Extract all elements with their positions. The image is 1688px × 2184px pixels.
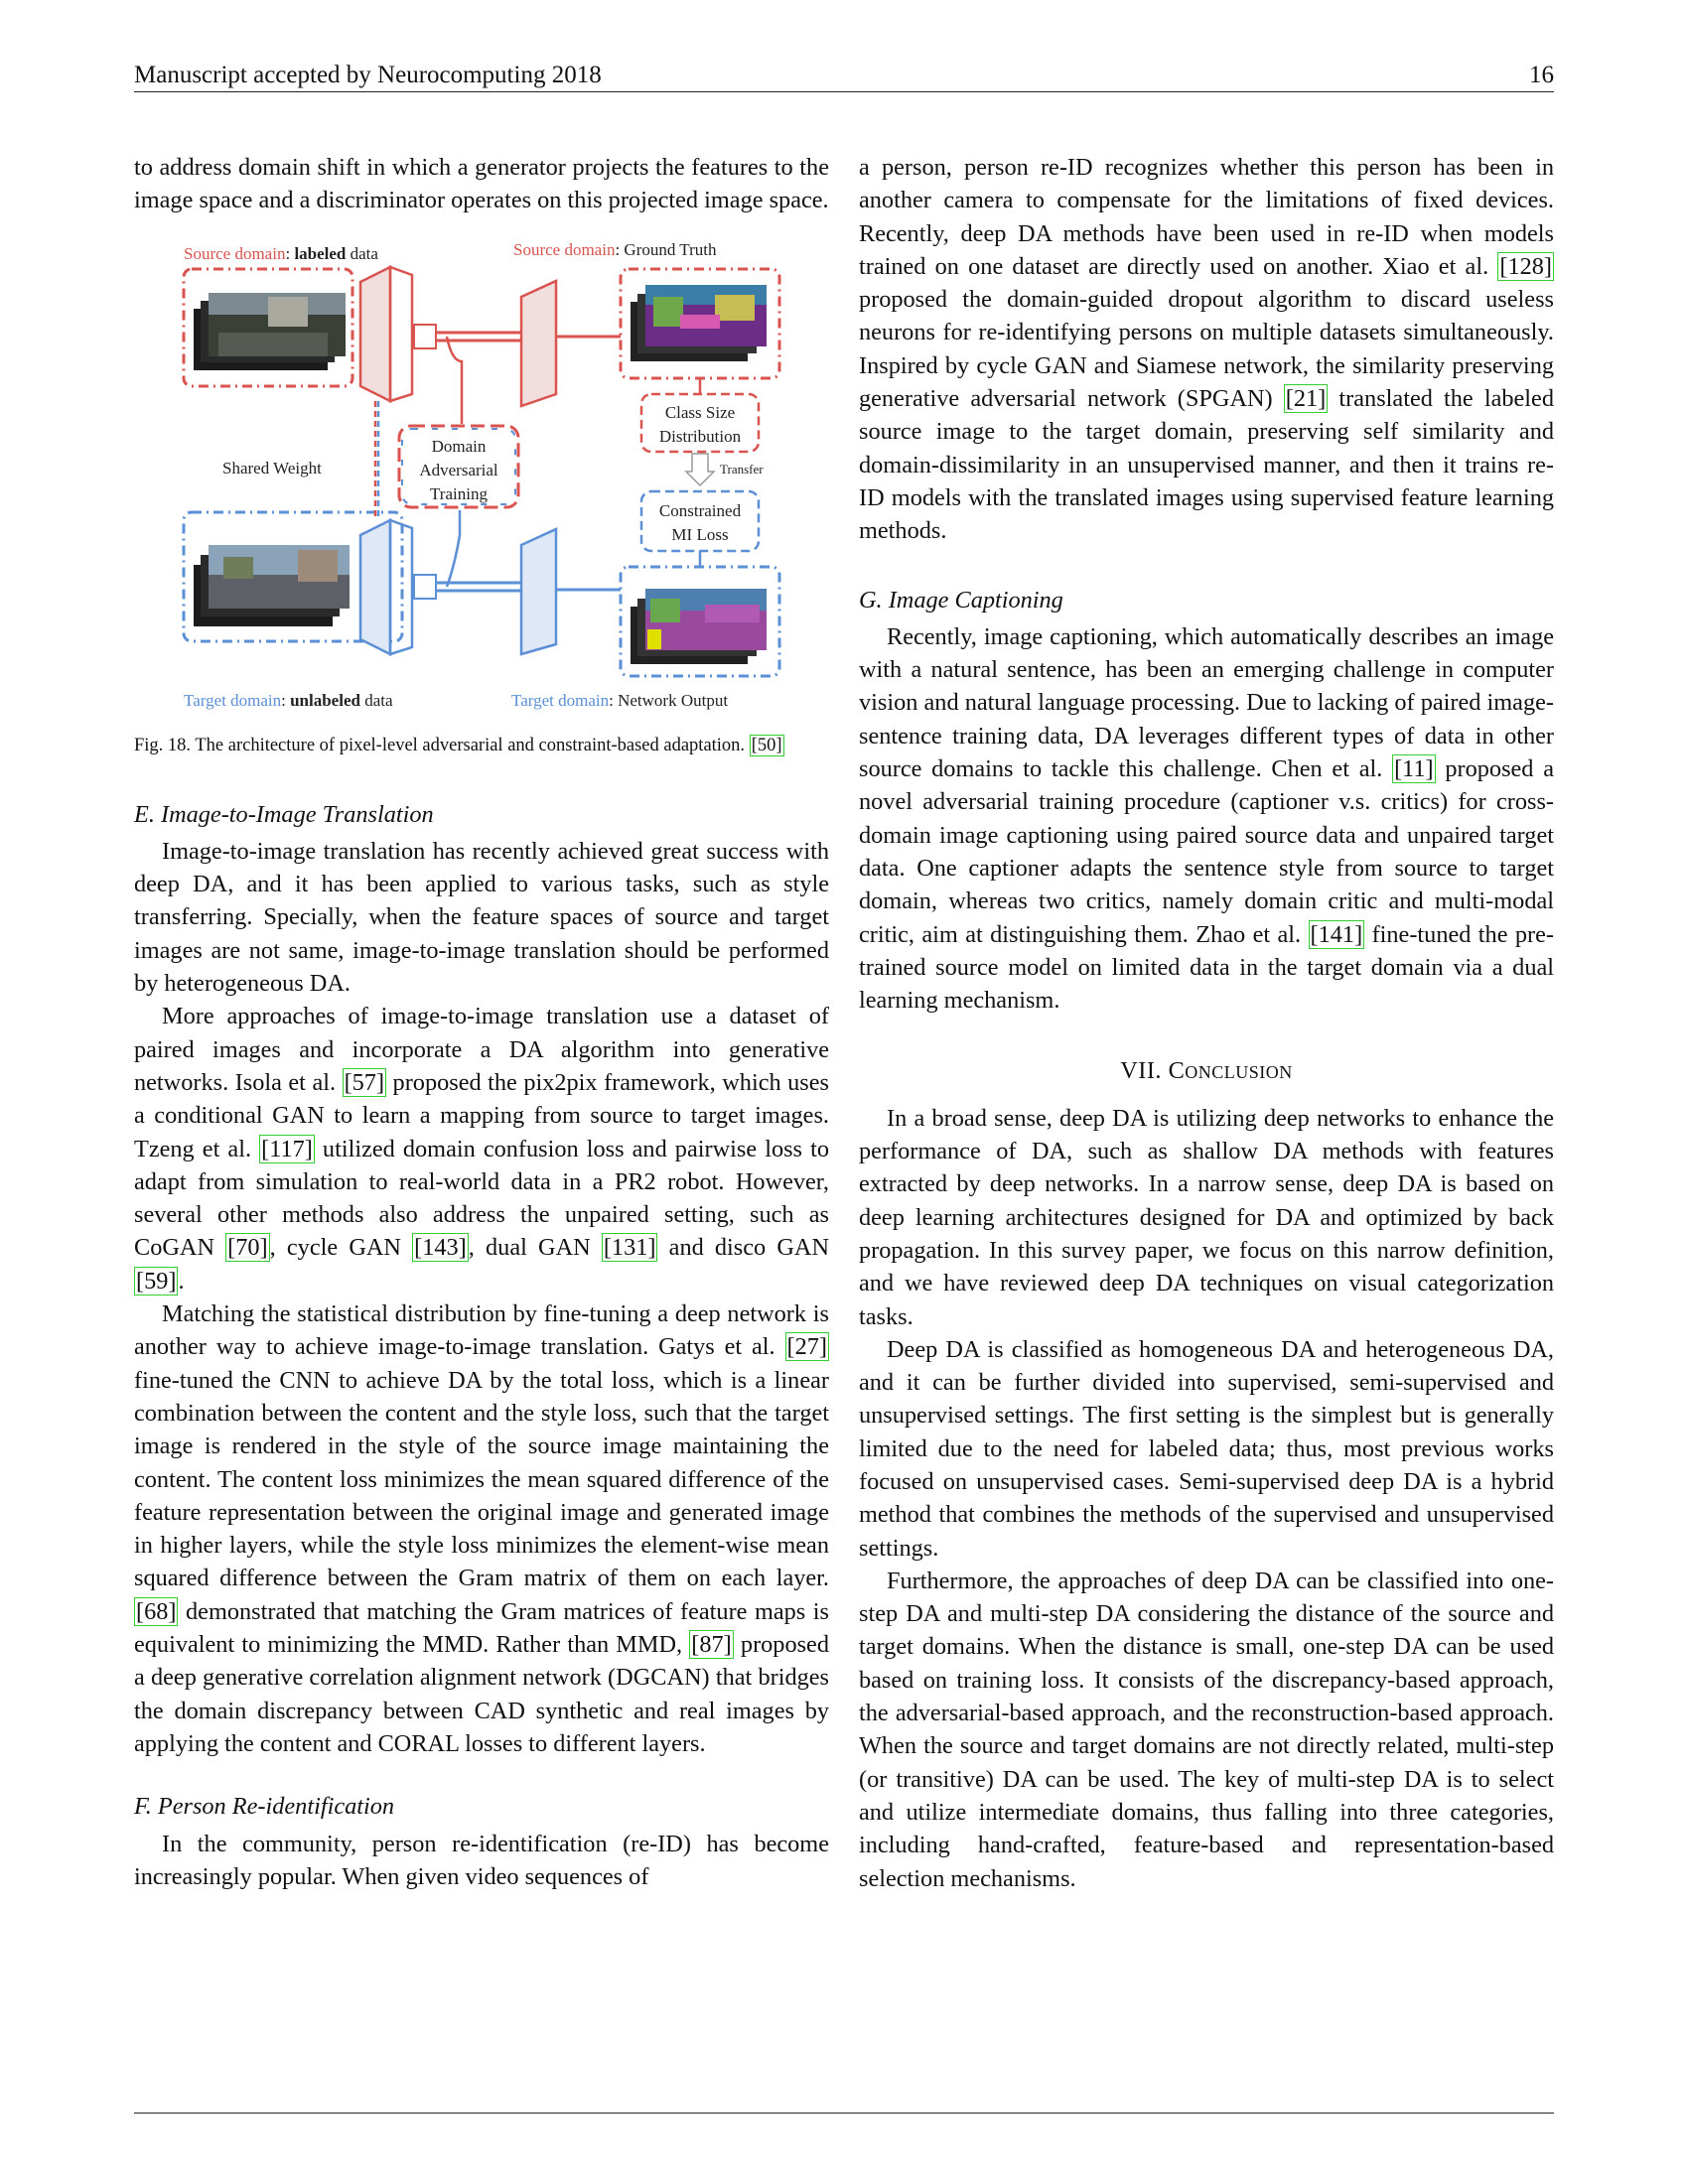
target-decoder <box>521 529 556 654</box>
header-rule <box>134 91 1554 92</box>
class-size-label-2: Distribution <box>658 426 742 446</box>
left-column <box>134 151 829 1893</box>
citation-link[interactable]: [27] <box>786 1333 827 1361</box>
target-output-caption: Target domain: Network Output <box>511 690 729 710</box>
section-heading-g: G. Image Captioning <box>859 586 1063 614</box>
intro-paragraph: to address domain shift in which a generator projects the features to the image space and a discriminator operates on this projected image space. <box>134 154 829 214</box>
paragraph-e2: More approaches of image-to-image translation use a dataset of paired images and incorporate a DA algorithm into generative networks. Isola et al. [57] proposed the pix2pix framework, which uses a conditional GAN to learn a mapping from source to target images. Tzeng et al. [117] utilized domain confusion loss and pairwise loss to adapt from simulation to real-world data in a PR2 robot. However, several other methods also address the unpaired setting, such as CoGAN [70], cycle GAN [143], dual GAN [131] and disco GAN [59]. <box>134 1003 830 1295</box>
citation-link[interactable]: [87] <box>691 1631 732 1659</box>
target-encoder <box>360 520 390 654</box>
header-journal: Manuscript accepted by Neurocomputing 2018 <box>134 62 602 88</box>
paragraph-f-continued: a person, person re-ID recognizes whether this person has been in another camera to compensate for the limitations of fixed devices. Recently, deep DA methods have been used in re-ID when models trained on one dataset are directly used on another. Xiao et al. [128] proposed the domain-guided dropout algorithm to discard useless neurons for re-identifying persons on multiple datasets simultaneously. Inspired by cycle GAN and Siamese network, the similarity preserving generative adversarial network (SPGAN) [21] translated the labeled source image to the target domain, preserving self similarity and domain-dissimilarity in an unsupervised manner, and then it trains re-ID models with the translated images using supervised feature learning methods. <box>859 154 1554 545</box>
transfer-label: Transfer <box>720 461 764 477</box>
domain-adversarial-label-1: Domain <box>431 436 487 456</box>
paragraph-e3: Matching the statistical distribution by fine-tuning a deep network is another way to achieve image-to-image translation. Gatys et al. [27] fine-tuned the CNN to achieve DA by the total loss, which is a linear combination between the content and the style loss, such that the target image is rendered in the style of the source image maintaining the content. The content loss minimizes the mean squared difference of the feature representation between the original image and generated image in higher layers, while the style loss minimizes the element-wise mean squared difference between the Gram matrix of them on each layer. [68] demonstrated that matching the Gram matrices of feature maps is equivalent to minimizing the MMD. Rather than MMD, [87] proposed a deep generative correlation alignment network (DGCAN) that bridges the domain discrepancy between CAD synthetic and real images by applying the content and CORAL losses to different layers. <box>134 1300 829 1757</box>
citation-link[interactable]: [59] <box>136 1267 177 1295</box>
footer-rule <box>134 2113 1554 2114</box>
network-output-image-stack <box>631 589 767 664</box>
citation-link[interactable]: [117] <box>261 1135 313 1162</box>
citation-link[interactable]: [128] <box>1499 252 1552 280</box>
figure-caption <box>134 734 829 758</box>
page-number: 16 <box>1529 62 1554 88</box>
section-heading-f: F. Person Re-identification <box>134 1793 395 1821</box>
shared-weight-label: Shared Weight <box>222 458 322 478</box>
ground-truth-image-stack <box>631 285 767 361</box>
paragraph-e1: Image-to-image translation has recently achieved great success with deep DA, and it has been applied to various tasks, such as style transferring. Specially, when the feature spaces of source and target images are not same, image-to-image translation should be performed by heterogeneous DA. <box>134 837 829 998</box>
paragraph-c1: In a broad sense, deep DA is utilizing deep networks to enhance the performance of DA, such as shallow DA methods with features extracted by deep networks. In a narrow sense, deep DA is based on deep learning architectures designed for DA and optimized by back propagation. In this survey paper, we focus on this narrow definition, and we have reviewed deep DA techniques on visual categorization tasks. <box>859 1104 1554 1330</box>
section-heading-conclusion: VII. CONCLUSION <box>1120 1057 1293 1085</box>
paragraph-c3: Furthermore, the approaches of deep DA can be classified into one-step DA and multi-step DA considering the distance of the source and target domains. When the distance is small, one-step DA can be used based on training loss. It consists of the discrepancy-based approach, the adversarial-based approach, and the reconstruction-based approach. When the source and target domains are not directly related, multi-step (or transitive) DA can be used. The key of multi-step DA is to select and utilize intermediate domains, thus falling into three categories, including hand-crafted, feature-based and representation-based selection mechanisms. <box>859 1567 1554 1892</box>
source-ground-truth-caption: Source domain: Ground Truth <box>513 239 717 259</box>
mi-loss-label-1: Constrained <box>658 500 742 520</box>
paragraph-c2: Deep DA is classified as homogeneous DA and heterogeneous DA, and it can be further divided into supervised, semi-supervised and unsupervised settings. The first setting is the simplest but is generally limited due to the need for labeled data; thus, most previous works focused on unsupervised cases. Semi-supervised deep DA is a hybrid method that combines the methods of the supervised and unsupervised settings. <box>859 1335 1554 1562</box>
paragraph-f1: In the community, person re-identification (re-ID) has become increasingly popular. When given video sequences of <box>134 1830 829 1890</box>
citation-link[interactable]: [68] <box>136 1597 177 1625</box>
figure-18 <box>179 237 794 714</box>
source-image-stack <box>194 293 346 370</box>
citation-link[interactable]: [131] <box>603 1234 656 1262</box>
domain-adversarial-label-3: Training <box>430 483 488 503</box>
transfer-arrow-icon <box>686 454 714 485</box>
citation-link[interactable]: [57] <box>344 1068 385 1096</box>
paragraph-g1: Recently, image captioning, which automatically describes an image with a natural sentence, has been an emerging challenge in computer vision and natural language processing. Due to lacking of paired image-sentence training data, DA leverages different types of data in other source domains to tackle this challenge. Chen et al. [11] proposed a novel adversarial training procedure (captioner v.s. critics) for cross-domain image captioning using paired source data and unpaired target data. One captioner adapts the sentence style from source to target domain, whereas two critics, namely domain critic and multi-modal critic, aim at distinguishing them. Zhao et al. [141] fine-tuned the pre-trained source model on limited data in the target domain via a dual learning mechanism. <box>859 622 1554 1015</box>
citation-link[interactable]: [70] <box>227 1234 268 1262</box>
citation-link[interactable]: [50] <box>751 735 782 755</box>
domain-adversarial-label-2: Adversarial <box>419 460 498 479</box>
class-size-label-1: Class Size <box>664 402 736 422</box>
running-header <box>134 50 1554 89</box>
citation-link[interactable]: [11] <box>1394 755 1434 783</box>
source-decoder <box>521 281 556 406</box>
citation-link[interactable]: [141] <box>1310 920 1363 948</box>
caption-text: Fig. 18. The architecture of pixel-level adversarial and constraint-based adaptation. <box>134 735 750 755</box>
source-labeled-caption: Source domain: labeled data <box>184 243 378 263</box>
mi-loss-label-2: MI Loss <box>671 524 729 544</box>
citation-link[interactable]: [21] <box>1285 385 1327 413</box>
citation-link[interactable]: [143] <box>414 1234 467 1262</box>
target-unlabeled-caption: Target domain: unlabeled data <box>184 690 393 710</box>
target-image-stack <box>194 545 350 626</box>
section-heading-e: E. Image-to-Image Translation <box>134 800 434 828</box>
right-column <box>859 151 1554 1895</box>
source-encoder <box>360 267 390 401</box>
architecture-diagram <box>179 237 794 714</box>
